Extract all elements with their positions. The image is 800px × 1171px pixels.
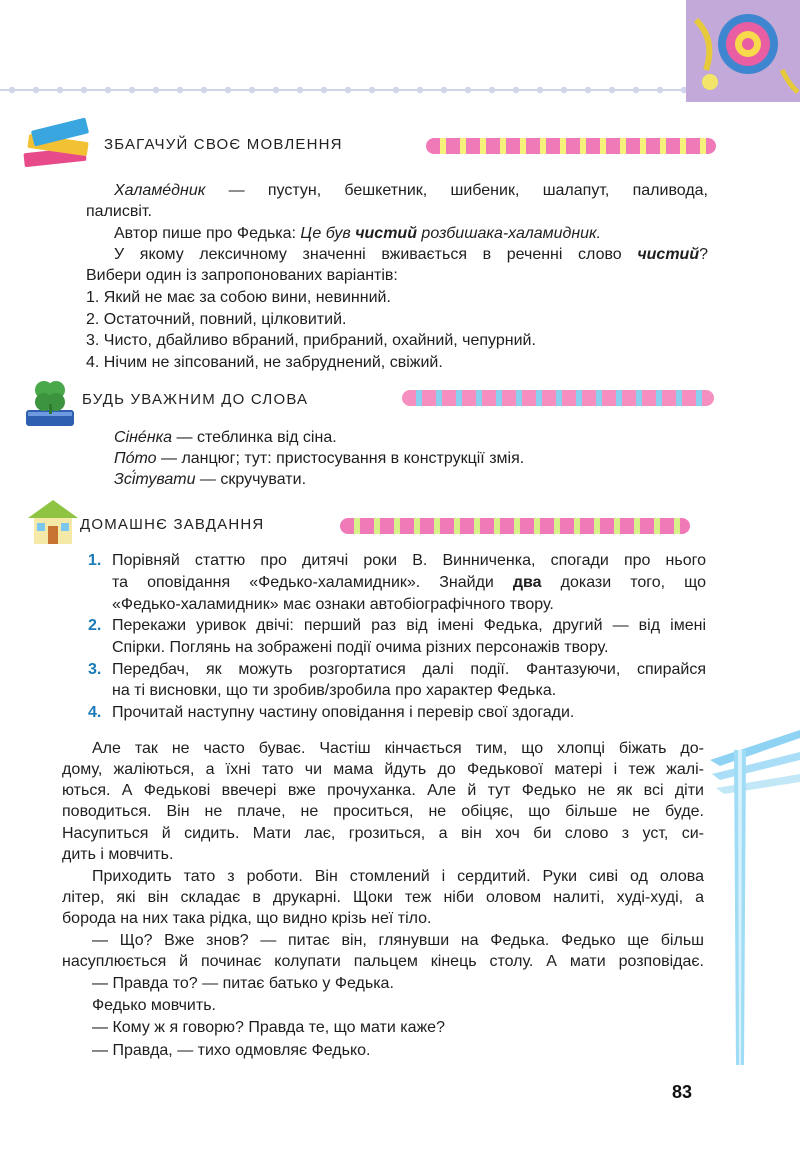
story-line: Приходить тато з роботи. Він стомлений і сердитий. Руки сиві од олова — [92, 868, 704, 885]
task-3-line-1: Передбач, як можуть розгортатися далі події. Фантазуючи, спирайся — [112, 661, 706, 678]
story-line: — Що? Вже знов? — питає він, глянувши на Федька. Федько ще більш — [92, 932, 704, 949]
word-entry-1: Сінéнка — стеблинка від сіна. — [114, 429, 337, 446]
story-line: ються. А Федькові ввечері вже прочуханка. Але й тут Федько не як всі діти — [62, 782, 704, 799]
task-1-line-2: та оповідання «Федько-халамидник». Знайди два докази того, що — [112, 574, 706, 591]
story-line: дить і мовчить. — [62, 846, 174, 863]
option-4: 4. Нічим не зіпсований, не забруднений, свіжий. — [86, 354, 443, 371]
enrich-line-2: палисвіт. — [86, 203, 152, 220]
section-title-word: БУДЬ УВАЖНИМ ДО СЛОВА — [82, 391, 309, 408]
section-divider-bar — [402, 390, 714, 406]
task-number: 3. — [88, 661, 102, 678]
term-halamednyk: Халамéдник — [114, 182, 206, 199]
task-number: 4. — [88, 704, 102, 721]
story-line: борода на них така рідка, що видно крізь неї тіло. — [62, 910, 432, 927]
option-2: 2. Остаточний, повний, цілковитий. — [86, 311, 347, 328]
flower-ornament-icon — [686, 0, 800, 102]
option-1: 1. Який не має за собою вини, невинний. — [86, 289, 391, 306]
section-title-homework: ДОМАШНЄ ЗАВДАННЯ — [80, 516, 265, 533]
story-line: літер, які він складає в друкарні. Щоки теж ніби оловом налиті, худі-худі, а — [62, 889, 704, 906]
books-icon — [20, 116, 96, 176]
top-decorative-border — [0, 78, 690, 102]
task-3-line-2: на ті висновки, що ти зробив/зробила про характер Федька. — [112, 682, 557, 699]
task-number: 2. — [88, 617, 102, 634]
word-entry-2: Пóто — ланцюг; тут: пристосування в конструкції змія. — [114, 450, 525, 467]
enrich-line-5: Вибери один із запропонованих варіантів: — [86, 267, 398, 284]
story-line: Федько мовчить. — [92, 997, 216, 1014]
story-line: — Кому ж я говорю? Правда те, що мати каже? — [92, 1019, 445, 1036]
enrich-line-4: У якому лексичному значенні вживається в реченні слово чистий? — [114, 246, 708, 263]
story-line: — Правда, — тихо одмовляє Федько. — [92, 1042, 371, 1059]
story-line: насуплюється й починає колупати пальцем кінець столу. А мати розповідає. — [62, 953, 704, 970]
task-1-line-3: «Федько-халамидник» має ознаки автобіографічного твору. — [112, 596, 554, 613]
word-entry-3: Зсі́тувати — скручувати. — [114, 471, 307, 488]
task-4-line-1: Прочитай наступну частину оповідання і перевір свої здогади. — [112, 704, 575, 721]
section-divider-bar — [426, 138, 716, 154]
option-3: 3. Чисто, дбайливо вбраний, прибраний, охайний, чепурний. — [86, 332, 536, 349]
enrich-line-3: Автор пише про Федька: Це був чистий розбишака-халамидник. — [114, 225, 602, 242]
task-number: 1. — [88, 552, 102, 569]
task-2-line-1: Перекажи уривок двічі: перший раз від імені Федька, другий — від імені — [112, 617, 706, 634]
story-line: Але так не часто буває. Частіш кінчається тим, що хлопці біжать до- — [92, 740, 704, 757]
task-1-line-1: Порівняй статтю про дитячі роки В. Винниченка, спогади про нього — [112, 552, 706, 569]
page-number: 83 — [672, 1082, 693, 1102]
story-line: поводиться. Він не плаче, не проситься, не обіцяє, що більше не буде. — [62, 803, 704, 820]
story-line: — Правда то? — питає батько у Федька. — [92, 975, 394, 992]
story-line: Насупиться й сидить. Мати лає, грозиться, а він хоч би слово з уст, си- — [62, 825, 704, 842]
clover-book-icon — [22, 376, 78, 432]
kite-tail-decoration — [690, 720, 800, 1070]
section-divider-bar — [340, 518, 690, 534]
task-2-line-2: Спірки. Поглянь на зображені події очима різних персонажів твору. — [112, 639, 609, 656]
story-line: дому, жаліються, а їхні тато чи мама йдуть до Федькової матері і теж жалі- — [62, 761, 704, 778]
enrich-line-1: Халамéдник — пустун, бешкетник, шибеник, шалапут, паливода, — [114, 182, 708, 199]
section-title-enrich: ЗБАГАЧУЙ СВОЄ МОВЛЕННЯ — [104, 136, 343, 153]
house-icon — [24, 496, 82, 546]
